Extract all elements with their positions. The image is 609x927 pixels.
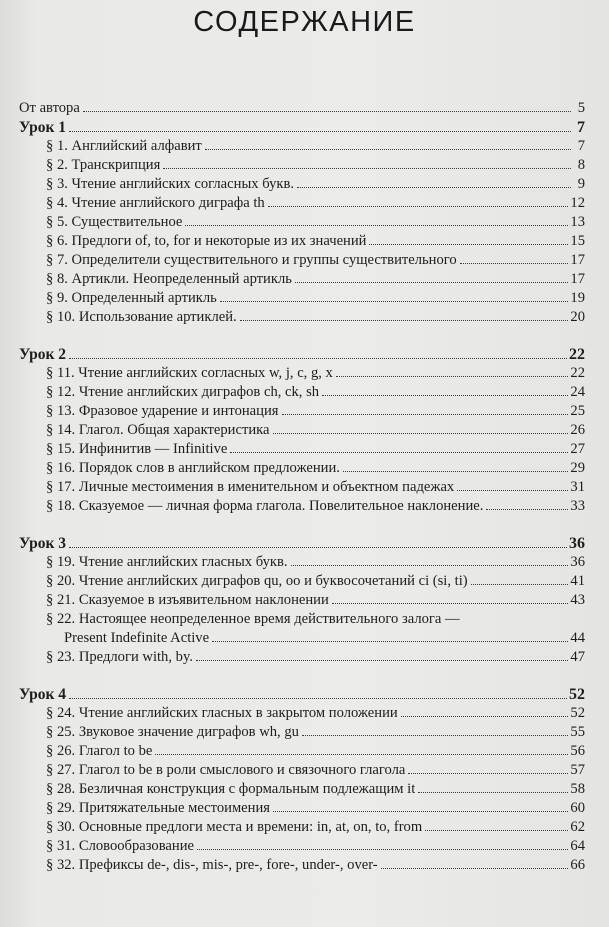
toc-page-number: 7 [577,138,585,154]
toc-entry-label: § 32. Префиксы de-, dis-, mis-, pre-, fore-, under-, over- [46,857,378,873]
toc-entry-row [19,648,585,667]
toc-entry-row [19,856,585,875]
toc-page-number: 5 [577,100,585,116]
toc-entry-label: § 17. Личные местоимения в именительном и объектном падежах [46,479,455,495]
toc-entry-label: Урок 3 [19,535,67,552]
section-spacer [19,516,585,534]
toc-page-number: 66 [570,857,585,873]
dot-leader [230,452,568,453]
toc-entry-row [19,497,585,516]
toc-page-number: 52 [570,705,585,721]
toc-entry-row [19,553,585,572]
dot-leader [155,754,568,755]
dot-leader [273,811,568,812]
toc-page-number: 41 [570,573,585,589]
toc-page-number: 12 [570,195,585,211]
dot-leader [69,698,567,699]
toc-page-number: 22 [569,346,585,363]
toc-entry-row [19,402,585,421]
toc-lesson-row [19,118,585,137]
toc-entry-row [19,591,585,610]
toc-page-number: 25 [570,403,585,419]
toc-entry-label: § 18. Сказуемое — личная форма глагола. Повелительное наклонение. [46,498,484,514]
dot-leader [83,111,571,112]
section-spacer [19,667,585,685]
dot-leader [197,849,568,850]
dot-leader [460,263,569,264]
dot-leader [471,584,569,585]
toc-entry-row [19,478,585,497]
toc-entry-label: § 10. Использование артиклей. [46,309,237,325]
toc-entry-label: § 5. Существительное [46,214,183,230]
toc-page-number: 24 [570,384,585,400]
toc-entry-row [19,99,585,118]
toc-entry-label: § 6. Предлоги of, to, for и некоторые из их значений [46,233,367,249]
toc-entry-label: § 22. Настоящее неопределенное время действительного залога — [46,611,460,627]
toc-page-number: 56 [570,743,585,759]
dot-leader [282,414,569,415]
page-title: СОДЕРЖАНИЕ [193,6,416,38]
toc-page-number: 58 [570,781,585,797]
toc-entry-label: Урок 1 [19,119,67,136]
toc-entry-row [19,572,585,591]
dot-leader [302,735,568,736]
toc-entry-row [19,289,585,308]
toc-entry-label: § 1. Английский алфавит [46,138,202,154]
toc-page-number: 22 [570,365,585,381]
dot-leader [408,773,568,774]
toc-entry-row [19,364,585,383]
dot-leader [291,565,569,566]
dot-leader [369,244,568,245]
toc-entry-row [19,742,585,761]
toc-page-number: 62 [570,819,585,835]
toc-entry-label: От автора [19,100,80,116]
dot-leader [336,376,569,377]
toc-entry-row [19,704,585,723]
toc-entry-row [19,459,585,478]
toc-entry-row [19,383,585,402]
toc-entry-label: § 2. Транскрипция [46,157,161,173]
toc-page-number: 57 [570,762,585,778]
toc-entry-label: Урок 2 [19,346,67,363]
dot-leader [401,716,569,717]
toc-entry-row [19,308,585,327]
dot-leader [486,509,568,510]
toc-entry-row [19,837,585,856]
toc-entry-label: § 7. Определители существительного и группы существительного [46,252,457,268]
toc-page-number: 33 [570,498,585,514]
section-spacer [19,327,585,345]
dot-leader [425,830,568,831]
dot-leader [297,187,571,188]
toc-entry-label: § 11. Чтение английских согласных w, j, c, g, x [46,365,333,381]
dot-leader [212,641,568,642]
toc-entry-label: § 27. Глагол to be в роли смыслового и связочного глагола [46,762,406,778]
toc-entry-label: § 15. Инфинитив — Infinitive [46,441,228,457]
toc-entry-row [19,780,585,799]
toc-entry-label: Урок 4 [19,686,67,703]
toc-page-number: 27 [570,441,585,457]
toc-entry-row [19,610,585,629]
toc-entry-label: § 12. Чтение английских диграфов ch, ck, sh [46,384,320,400]
toc-page-number: 29 [570,460,585,476]
toc-entry-label: § 21. Сказуемое в изъявительном наклонении [46,592,329,608]
toc-page-number: 7 [577,119,585,136]
toc-entry-row [19,421,585,440]
toc-page-number: 36 [569,535,585,552]
toc-page-number: 44 [570,630,585,646]
dot-leader [268,206,569,207]
toc-entry-row [19,723,585,742]
dot-leader [273,433,569,434]
toc-entry-row [19,251,585,270]
toc-page-number: 60 [570,800,585,816]
toc-lesson-row [19,534,585,553]
dot-leader [343,471,568,472]
toc-entry-row [19,137,585,156]
toc-page-number: 64 [570,838,585,854]
toc-entry-row [19,232,585,251]
toc-entry-row [19,761,585,780]
dot-leader [457,490,568,491]
toc-entry-row [19,213,585,232]
toc-page-number: 55 [570,724,585,740]
toc-entry-label: § 19. Чтение английских гласных букв. [46,554,288,570]
dot-leader [220,301,569,302]
dot-leader [240,320,569,321]
toc-page-number: 26 [570,422,585,438]
toc-entry-label: § 30. Основные предлоги места и времени: in, at, on, to, from [46,819,423,835]
toc-entry-label: § 3. Чтение английских согласных букв. [46,176,294,192]
toc-lesson-row [19,345,585,364]
toc-page-number: 9 [577,176,585,192]
dot-leader [69,547,567,548]
dot-leader [322,395,568,396]
dot-leader [69,358,567,359]
toc-entry-row [19,818,585,837]
toc-page-number: 52 [569,686,585,703]
toc-entry-label: § 23. Предлоги with, by. [46,649,193,665]
toc-entry-row [19,194,585,213]
toc-entry-label: § 13. Фразовое ударение и интонация [46,403,279,419]
dot-leader [69,131,571,132]
toc-entry-label: § 9. Определенный артикль [46,290,217,306]
dot-leader [205,149,571,150]
toc-page-number: 8 [577,157,585,173]
toc-entry-label: § 24. Чтение английских гласных в закрытом положении [46,705,398,721]
toc-entry-row [19,156,585,175]
toc-page-number: 20 [570,309,585,325]
dot-leader [332,603,569,604]
toc-entry-label: § 26. Глагол to be [46,743,153,759]
toc-entry-label: § 31. Словообразование [46,838,194,854]
toc-entry-label: § 25. Звуковое значение диграфов wh, gu [46,724,299,740]
toc-entry-row [19,799,585,818]
toc-entry-row [19,440,585,459]
toc-page-number: 31 [570,479,585,495]
toc-page-number: 43 [570,592,585,608]
toc-entry-label: § 29. Притяжательные местоимения [46,800,270,816]
toc-entry-label: Present Indefinite Active [64,630,210,646]
dot-leader [196,660,568,661]
toc-entry-label: § 20. Чтение английских диграфов qu, oo и буквосочетаний ci (si, ti) [46,573,468,589]
table-of-contents [19,99,585,875]
toc-page-number: 13 [570,214,585,230]
toc-page-number: 47 [570,649,585,665]
toc-page-number: 17 [570,271,585,287]
dot-leader [381,868,569,869]
toc-entry-row [19,629,585,648]
dot-leader [185,225,568,226]
toc-page-number: 19 [570,290,585,306]
dot-leader [295,282,569,283]
toc-entry-row [19,270,585,289]
dot-leader [418,792,568,793]
toc-page-number: 36 [570,554,585,570]
toc-entry-label: § 4. Чтение английского диграфа th [46,195,265,211]
toc-page-number: 17 [570,252,585,268]
toc-entry-label: § 14. Глагол. Общая характеристика [46,422,270,438]
toc-page-number: 15 [570,233,585,249]
toc-entry-label: § 28. Безличная конструкция с формальным подлежащим it [46,781,416,797]
toc-lesson-row [19,685,585,704]
toc-entry-label: § 8. Артикли. Неопределенный артикль [46,271,292,287]
toc-entry-label: § 16. Порядок слов в английском предложении. [46,460,340,476]
toc-entry-row [19,175,585,194]
dot-leader [163,168,571,169]
